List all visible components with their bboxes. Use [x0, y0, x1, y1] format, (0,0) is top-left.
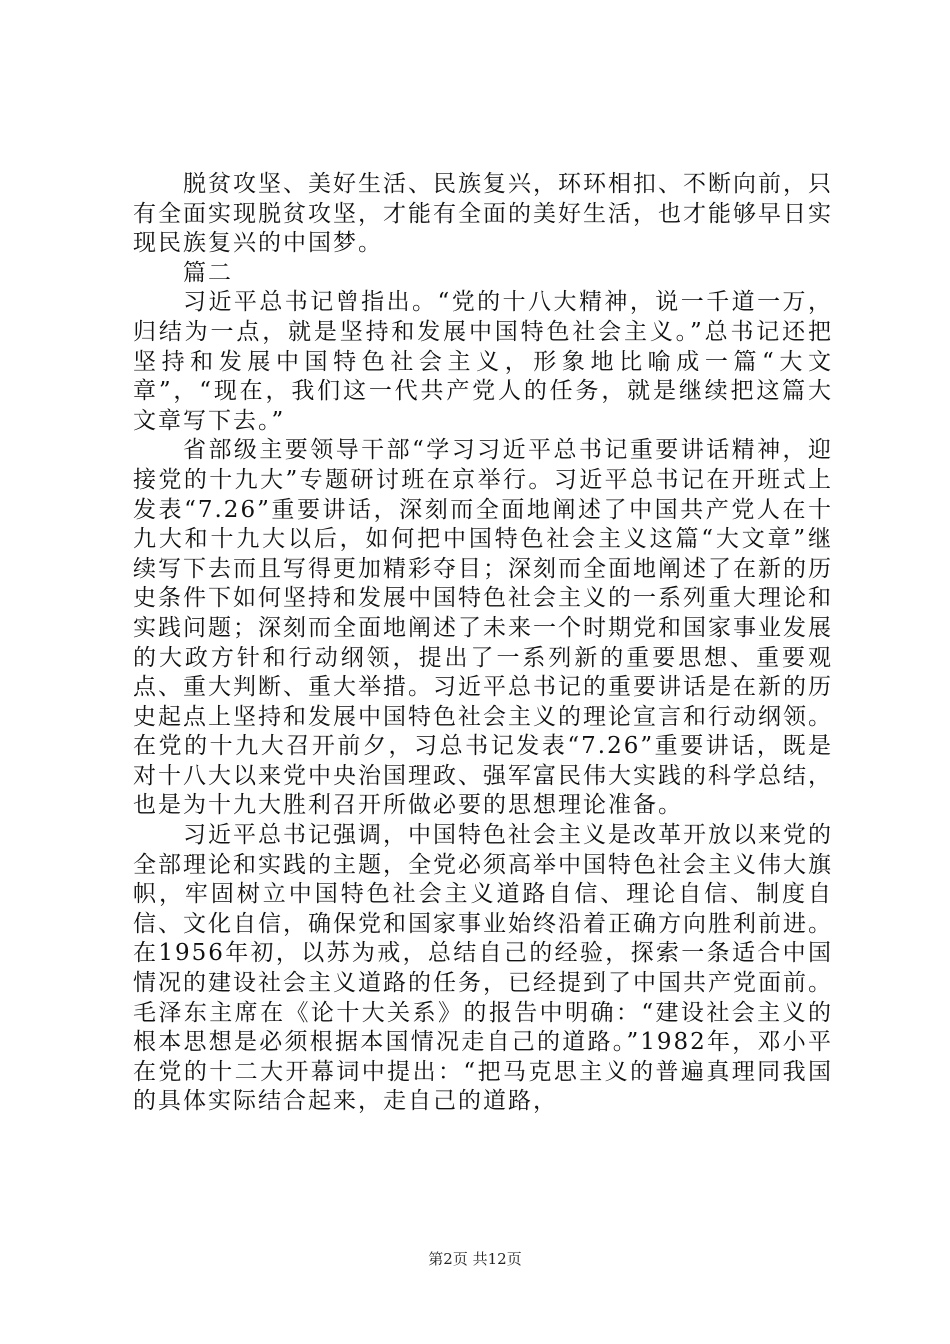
- document-body: [133, 170, 833, 1117]
- page-footer: [0, 1248, 950, 1269]
- paragraph: 省部级主要领导干部“学习习近平总书记重要讲话精神，迎接党的十九大”专题研讨班在京举行。习近平总书记在开班式上发表“7.26”重要讲话，深刻而全面地阐述了中国共产党人在十九大和十九大以后，如何把中国特色社会主义这篇“大文章”继续写下去而且写得更加精彩夺目；深刻而全面地阐述了在新的历史条件下如何坚持和发展中国特色社会主义的一系列重大理论和实践问题；深刻而全面地阐述了未来一个时期党和国家事业发展的大政方针和行动纲领，提出了一系列新的重要思想、重要观点、重大判断、重大举措。习近平总书记的重要讲话是在新的历史起点上坚持和发展中国特色社会主义的理论宣言和行动纲领。在党的十九大召开前夕，习总书记发表“7.26”重要讲话，既是对十八大以来党中央治国理政、强军富民伟大实践的科学总结，也是为十九大胜利召开所做必要的思想理论准备。: [133, 437, 833, 819]
- paragraph: 习近平总书记曾指出。“党的十八大精神，说一千道一万，归结为一点，就是坚持和发展中国特色社会主义。”总书记还把坚持和发展中国特色社会主义，形象地比喻成一篇“大文章”，“现在，我们这一代共产党人的任务，就是继续把这篇大文章写下去。”: [133, 289, 833, 434]
- paragraph: 习近平总书记强调，中国特色社会主义是改革开放以来党的全部理论和实践的主题，全党必须高举中国特色社会主义伟大旗帜，牢固树立中国特色社会主义道路自信、理论自信、制度自信、文化自信，确保党和国家事业始终沿着正确方向胜利前进。在1956年初，以苏为戒，总结自己的经验，探索一条适合中国情况的建设社会主义道路的任务，已经提到了中国共产党面前。毛泽东主席在《论十大关系》的报告中明确：“建设社会主义的根本思想是必须根据本国情况走自己的道路。”1982年，邓小平在党的十二大开幕词中提出：“把马克思主义的普遍真理同我国的具体实际结合起来，走自己的道路，: [133, 822, 833, 1115]
- section-heading: 篇二: [183, 259, 233, 286]
- paragraph: 脱贫攻坚、美好生活、民族复兴，环环相扣、不断向前，只有全面实现脱贫攻坚，才能有全面的美好生活，也才能够早日实现民族复兴的中国梦。: [133, 171, 833, 257]
- page-indicator: 第2页 共12页: [428, 1250, 522, 1268]
